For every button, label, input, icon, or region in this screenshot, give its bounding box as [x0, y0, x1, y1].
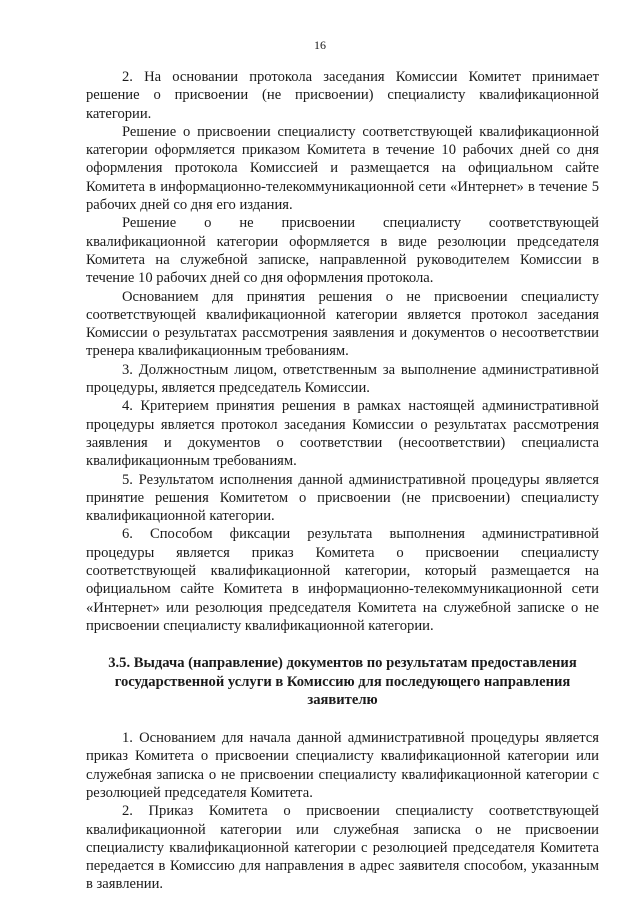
section-heading: 3.5. Выдача (направление) документов по результатам предоставления государственной услуги в Комиссию для последующего направления заявителю	[108, 655, 577, 708]
paragraph: 6. Способом фиксации результата выполнения административной процедуры является приказ Комитета о присвоении специалисту соответствующей квалификационной категории, который размещается на официальном сайте Комитета в информационно-телекоммуникационной сети «Интернет» или резолюция председателя Комитета на служебной записке о не присвоении специалисту квалификационной категории.	[86, 526, 599, 634]
document-body	[86, 68, 599, 894]
paragraph: Решение о присвоении специалисту соответствующей квалификационной категории оформляется приказом Комитета в течение 10 рабочих дней со дня оформления протокола Комиссией и размещается на официальном сайте Комитета в информационно-телекоммуникационной сети «Интернет» в течение 5 рабочих дней со дня его издания.	[86, 123, 599, 214]
paragraph: 2. На основании протокола заседания Комиссии Комитет принимает решение о присвоении (не присвоении) специалисту квалификационной категории.	[86, 69, 599, 122]
paragraph: 2. Приказ Комитета о присвоении специалисту соответствующей квалификационной категории или служебная записка о не присвоении специалисту квалификационной категории с резолюцией председателя Комитета передается в Комиссию для направления в адрес заявителя способом, указанным в заявлении.	[86, 803, 599, 893]
page-number: 16	[314, 38, 326, 52]
paragraph: 5. Результатом исполнения данной административной процедуры является принятие решения Комитетом о присвоении (не присвоении) специалисту квалификационной категории.	[86, 471, 599, 525]
paragraph: Основанием для принятия решения о не присвоении специалисту соответствующей квалификационной категории является протокол заседания Комиссии о результатах рассмотрения заявления и документов о несоответствии тренера квалификационным требованиям.	[86, 288, 599, 360]
paragraph: 3. Должностным лицом, ответственным за выполнение административной процедуры, является председатель Комиссии.	[86, 361, 599, 397]
paragraph: 1. Основанием для начала данной административной процедуры является приказ Комитета о присвоении специалисту квалификационной категории или служебная записка о не присвоении специалисту квалификационной категории с резолюцией председателя Комитета.	[86, 730, 599, 801]
paragraph: 4. Критерием принятия решения в рамках настоящей административной процедуры является протокол заседания Комиссии о результатах рассмотрения заявления и документов о соответствии (несоответствии) специалиста квалификационным требованиям.	[86, 398, 599, 470]
paragraph: Решение о не присвоении специалисту соответствующей квалификационной категории оформляется в виде резолюции председателя Комитета на служебной записке, направленной руководителем Комиссии в течение 10 рабочих дней со дня оформления протокола.	[86, 215, 599, 287]
